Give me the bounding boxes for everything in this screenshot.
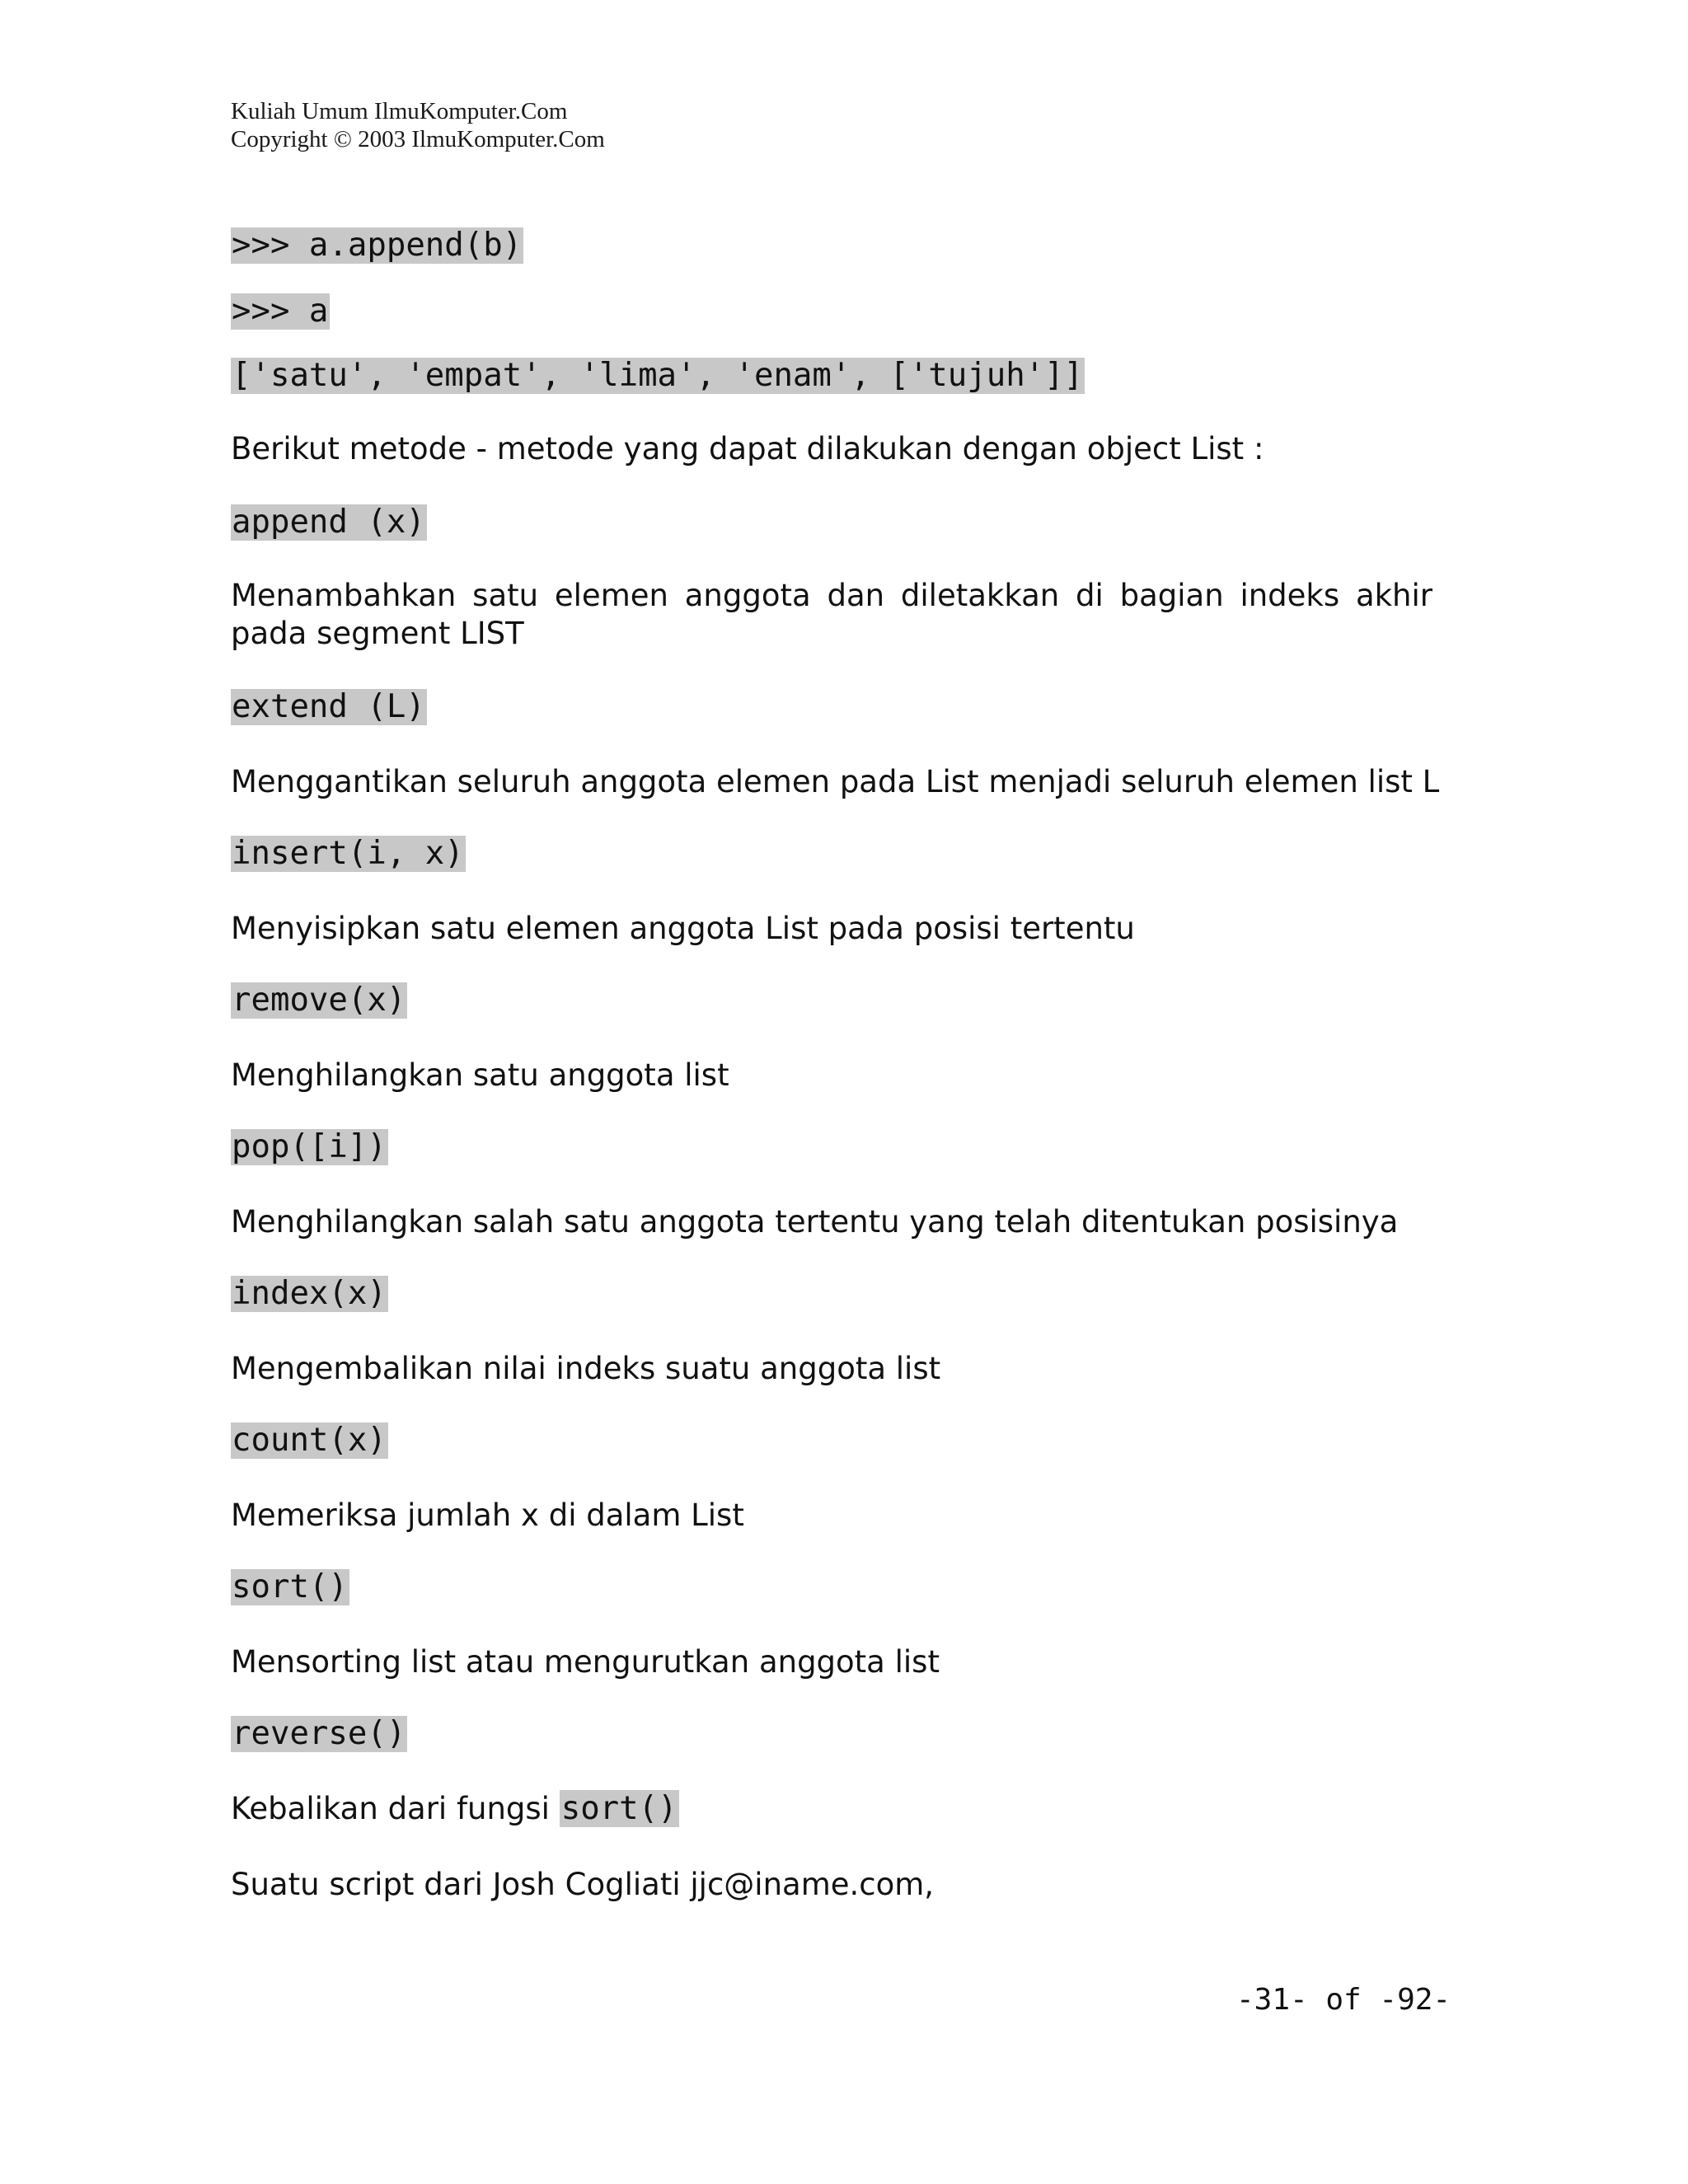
header-line-copyright: Copyright © 2003 IlmuKomputer.Com: [231, 126, 605, 152]
inline-code-sort: sort(): [560, 1790, 678, 1827]
code-snippet: append (x): [232, 504, 425, 541]
method-signature-insert: [231, 836, 466, 872]
code-snippet: extend (L): [232, 688, 425, 725]
method-description-reverse: [231, 1790, 679, 1828]
code-snippet: reverse(): [232, 1715, 406, 1752]
method-description-extend: Menggantikan seluruh anggota elemen pada List menjadi seluruh elemen list L: [231, 764, 1440, 799]
method-description-text: Kebalikan dari fungsi: [231, 1791, 550, 1826]
page-number: -31- of -92-: [1236, 1983, 1451, 2017]
code-snippet: ['satu', 'empat', 'lima', 'enam', ['tujuh']]: [232, 357, 1084, 394]
header-line-course: Kuliah Umum IlmuKomputer.Com: [231, 98, 568, 124]
code-line-append-call: [231, 227, 523, 264]
intro-paragraph: Berikut metode - metode yang dapat dilakukan dengan object List :: [231, 431, 1264, 466]
method-signature-index: [231, 1276, 388, 1312]
method-signature-extend: [231, 689, 427, 725]
code-snippet: >>> a: [232, 293, 329, 330]
code-line-print-a: [231, 293, 330, 330]
code-snippet: remove(x): [232, 982, 406, 1019]
method-description-pop: Menghilangkan salah satu anggota tertentu yang telah ditentukan posisinya: [231, 1204, 1399, 1240]
method-description-insert: Menyisipkan satu elemen anggota List pada posisi tertentu: [231, 911, 1135, 946]
page-header: [231, 97, 605, 153]
method-description-append: Menambahkan satu elemen anggota dan diletakkan di bagian indeks akhir pada segment LIST: [231, 578, 1432, 651]
method-description-index: Mengembalikan nilai indeks suatu anggota list: [231, 1351, 941, 1386]
code-snippet: count(x): [232, 1422, 387, 1459]
method-description-remove: Menghilangkan satu anggota list: [231, 1057, 729, 1093]
code-snippet: index(x): [232, 1275, 387, 1312]
code-snippet: pop([i]): [232, 1128, 387, 1165]
method-signature-reverse: [231, 1716, 407, 1752]
closing-paragraph: Suatu script dari Josh Cogliati jjc@iname.com,: [231, 1867, 935, 1902]
method-description-count: Memeriksa jumlah x di dalam List: [231, 1497, 744, 1533]
code-snippet: >>> a.append(b): [232, 227, 523, 264]
method-signature-sort: [231, 1569, 349, 1605]
method-description-sort: Mensorting list atau mengurutkan anggota list: [231, 1644, 940, 1680]
code-snippet: sort(): [232, 1568, 348, 1605]
method-signature-append: [231, 504, 427, 541]
code-line-output: [231, 358, 1085, 394]
code-snippet: insert(i, x): [232, 835, 464, 872]
method-signature-remove: [231, 982, 407, 1019]
method-signature-pop: [231, 1129, 388, 1165]
method-signature-count: [231, 1422, 388, 1459]
